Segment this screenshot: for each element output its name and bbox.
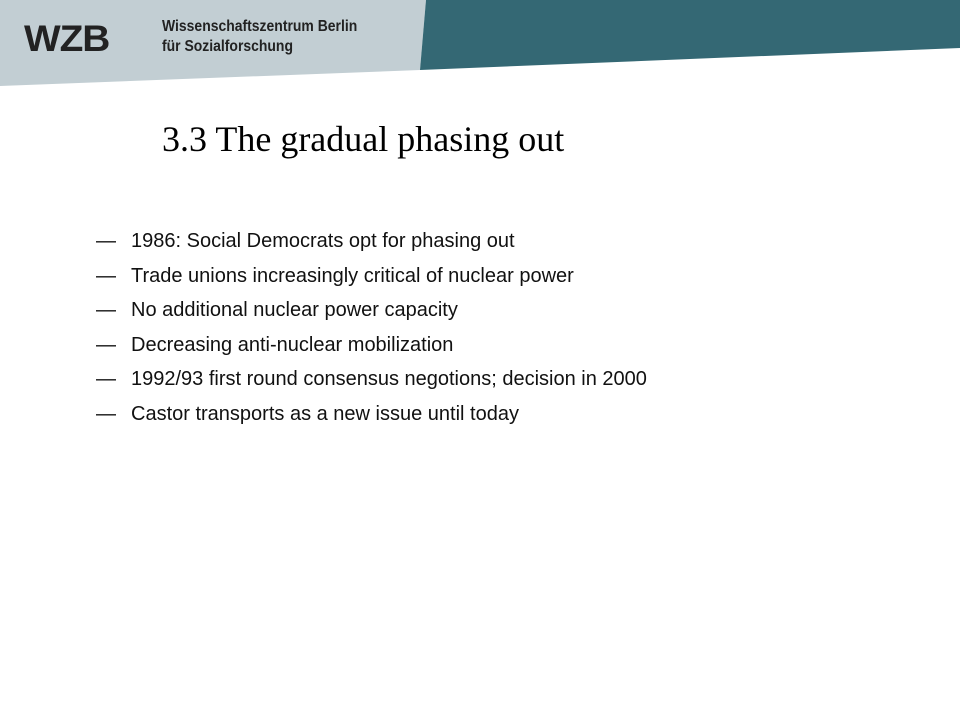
bullet-text: Trade unions increasingly critical of nuclear power [131, 264, 574, 287]
bullet-text: Castor transports as a new issue until today [131, 402, 519, 425]
institution-name-line1: Wissenschaftszentrum Berlin [162, 18, 358, 35]
bullet-item [96, 328, 647, 363]
header-dark-band [420, 0, 960, 70]
bullet-text: 1986: Social Democrats opt for phasing out [131, 230, 515, 252]
header-banner [0, 0, 960, 86]
bullet-item [96, 259, 647, 294]
institution-name-line2: für Sozialforschung [162, 38, 293, 55]
bullet-text: Decreasing anti-nuclear mobilization [131, 333, 454, 356]
institution-name [162, 17, 357, 57]
bullet-marker: — [96, 264, 116, 287]
bullet-item [96, 293, 647, 328]
header-band-shapes [0, 0, 960, 86]
bullet-text: 1992/93 first round consensus negotions; decision in 2000 [131, 368, 647, 391]
bullet-item [96, 224, 647, 259]
slide-title: 3.3 The gradual phasing out [162, 119, 565, 159]
bullet-list [96, 224, 647, 432]
bullet-marker: — [96, 402, 116, 425]
bullet-text: No additional nuclear power capacity [131, 299, 458, 322]
bullet-marker: — [96, 368, 116, 391]
bullet-item [96, 397, 647, 432]
bullet-marker: — [96, 333, 116, 356]
bullet-marker: — [96, 230, 116, 252]
bullet-marker: — [96, 299, 116, 322]
wzb-logo: WZB [24, 18, 110, 59]
bullet-item [96, 362, 647, 397]
